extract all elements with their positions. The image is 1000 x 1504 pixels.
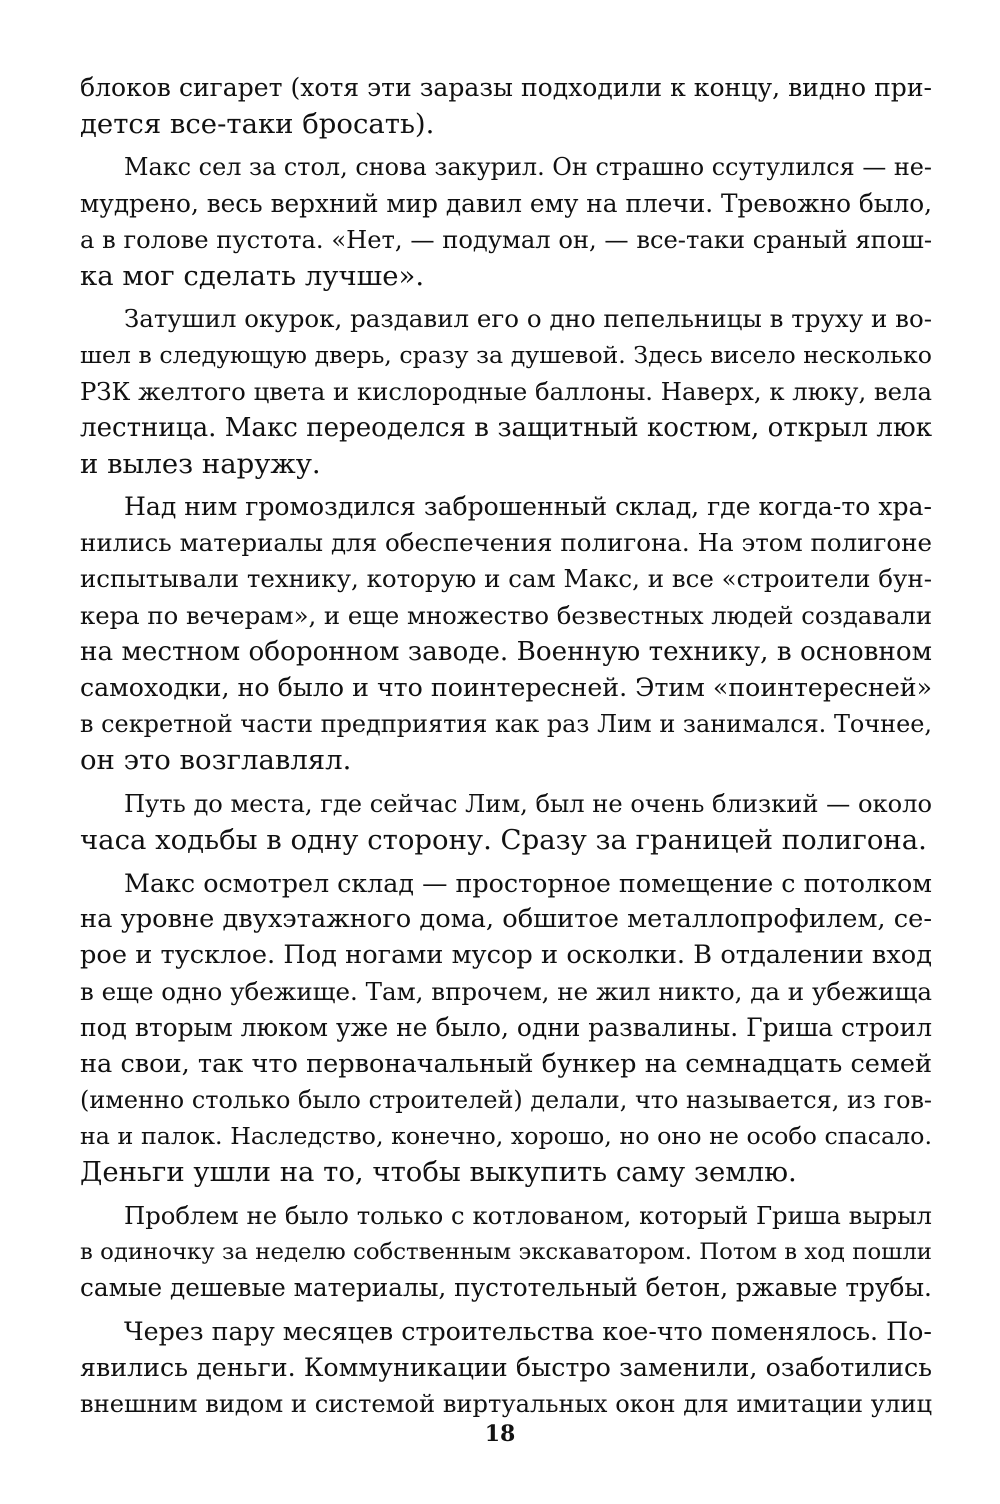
text-line: мудрено, весь верхний мир давил ему на плечи. Тревожно было, [80, 188, 932, 218]
text-line: он это возглавлял. [80, 744, 352, 777]
paragraph [80, 865, 932, 1191]
paragraph [80, 786, 932, 858]
text-line: и вылез наружу. [80, 447, 321, 480]
text-line: ка мог сделать лучше». [80, 259, 425, 292]
text-line: на местном оборонном заводе. Военную технику, в основном [80, 636, 932, 667]
text-line: лестница. Макс переоделся в защитный костюм, открыл люк [80, 412, 932, 443]
text-line: Макс осмотрел склад — просторное помещение с потолком [124, 867, 932, 898]
text-line: Путь до места, где сейчас Лим, был не очень близкий — около [124, 789, 932, 818]
text-line: Проблем не было только с котлованом, который Гриша вырыл [124, 1200, 932, 1230]
text-line: самоходки, но было и что поинтересней. Этим «поинтересней» [80, 673, 932, 702]
text-line: на уровне двухэтажного дома, обшитое металлопрофилем, се- [80, 904, 932, 935]
text-line: РЗК желтого цвета и кислородные баллоны. Наверх, к люку, вела [80, 376, 932, 406]
paragraph [80, 149, 932, 294]
text-line: дется все-таки бросать). [80, 108, 435, 141]
text-line: шел в следующую дверь, сразу за душевой. Здесь висело несколько [80, 341, 932, 370]
text-line: на свои, так что первоначальный бункер на семнадцать семей [80, 1048, 932, 1079]
paragraph [80, 489, 932, 779]
text-line: Над ним громоздился заброшенный склад, где когда-то хра- [124, 492, 932, 522]
text-line: а в голове пустота. «Нет, — подумал он, — все-таки сраный япош- [80, 225, 932, 254]
text-line: нились материалы для обеспечения полигона. На этом полигоне [80, 528, 932, 558]
paragraph [80, 70, 932, 142]
text-line: под вторым люком уже не было, одни развалины. Гриша строил [80, 1012, 932, 1042]
text-line: на и палок. Наследство, конечно, хорошо, но оно не особо спасало. [80, 1122, 932, 1151]
text-line: Макс сел за стол, снова закурил. Он страшно ссутулился — не- [124, 153, 932, 182]
text-line: испытывали технику, которую и сам Макс, и все «строители бун- [80, 564, 932, 594]
body-text [80, 70, 932, 1429]
paragraph [80, 1198, 932, 1307]
text-line: самые дешевые материалы, пустотельный бетон, ржавые трубы. [80, 1273, 932, 1302]
text-line: блоков сигарет (хотя эти заразы подходили к концу, видно при- [80, 73, 932, 102]
text-line: часа ходьбы в одну сторону. Сразу за границей полигона. [80, 823, 927, 856]
text-line: явились деньги. Коммуникации быстро заменили, озаботились [80, 1352, 932, 1383]
text-line: в одиночку за неделю собственным экскаватором. Потом в ход пошли [80, 1238, 932, 1265]
text-line: Через пару месяцев строительства кое-что поменялось. По- [124, 1316, 932, 1347]
text-line: рое и тусклое. Под ногами мусор и осколки. В отдалении вход [80, 940, 932, 971]
page-number: 18 [484, 1421, 516, 1447]
text-line: внешним видом и системой виртуальных окон для имитации улиц [80, 1389, 932, 1418]
text-line: кера по вечерам», и еще множество безвестных людей создавали [80, 600, 933, 630]
text-line: в еще одно убежище. Там, впрочем, не жил никто, да и убежища [80, 976, 932, 1006]
text-line: Деньги ушли на то, чтобы выкупить саму землю. [80, 1156, 797, 1189]
text-line: (именно столько было строителей) делали, что называется, из гов- [80, 1086, 932, 1115]
text-line: в секретной части предприятия как раз Лим и занимался. Точнее, [80, 710, 932, 739]
text-line: Затушил окурок, раздавил его о дно пепельницы в труху и во- [124, 304, 932, 334]
paragraph [80, 1313, 932, 1422]
paragraph [80, 301, 932, 482]
